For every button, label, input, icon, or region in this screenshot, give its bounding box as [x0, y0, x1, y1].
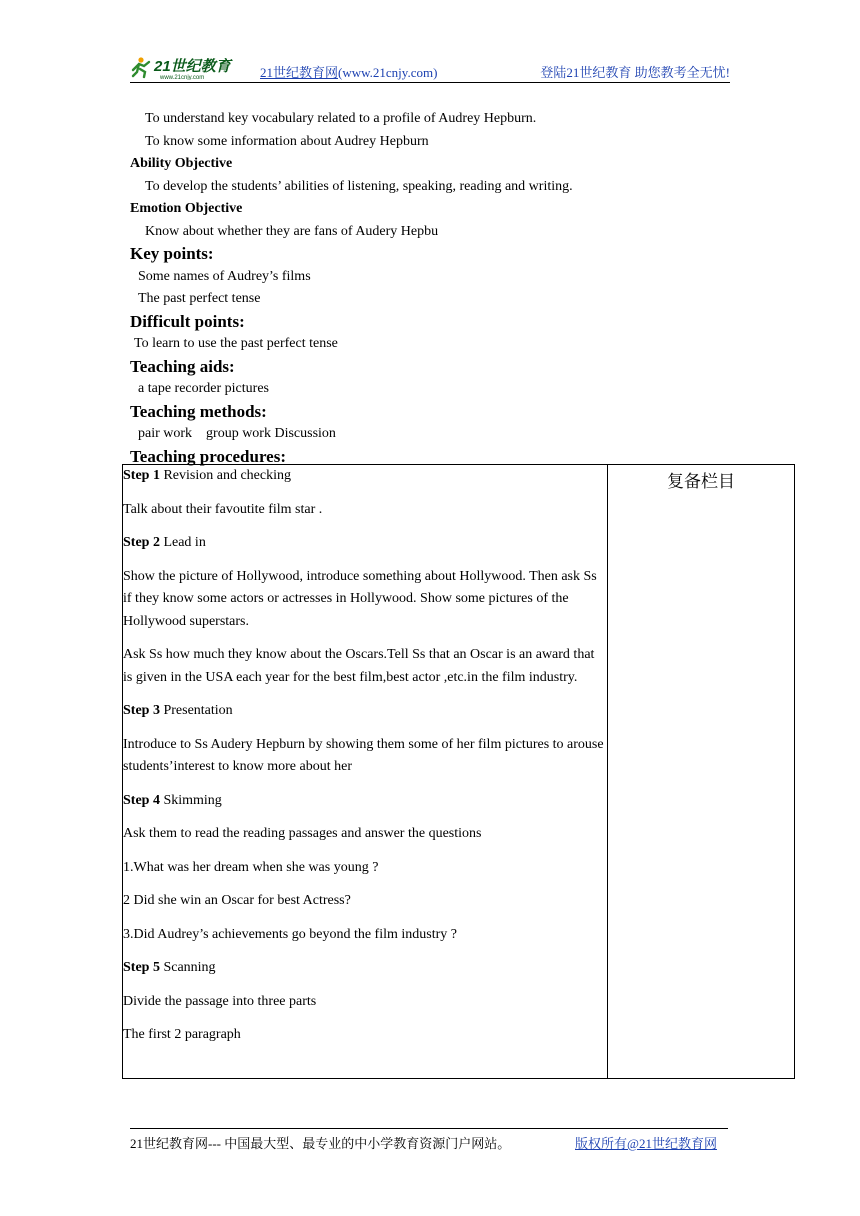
- step-4: [123, 790, 607, 813]
- step-4-text: Ask them to read the reading passages and answer the questions: [123, 826, 482, 841]
- difficult-points-text: To learn to use the past perfect tense: [134, 336, 338, 351]
- step-label: Step 4: [123, 792, 160, 808]
- review-column-title: 复备栏目: [667, 472, 735, 491]
- logo-text: 21世纪教育: [154, 58, 231, 75]
- teaching-methods-text: pair work group work Discussion: [138, 426, 336, 441]
- step-label: Step 5: [123, 960, 160, 975]
- question-1: 1.What was her dream when she was young ?: [123, 859, 379, 875]
- page-footer: [130, 1128, 728, 1153]
- site-link[interactable]: [260, 62, 437, 81]
- procedures-table: [122, 464, 795, 1079]
- step-2-text-2: Ask Ss how much they know about the Oscars.Tell Ss that an Oscar is an award that is given in the USA each year for the best film,best actor ,etc.in the film industry.: [123, 647, 595, 685]
- step-label: Step 1: [123, 468, 160, 483]
- step-5-sub: The first 2 paragraph: [123, 1027, 241, 1042]
- ability-objective-text: To develop the students’ abilities of listening, speaking, reading and writing.: [145, 178, 573, 194]
- step-title: Revision and checking: [159, 468, 291, 483]
- site-link-name[interactable]: 21世纪教育网: [260, 65, 339, 80]
- teaching-methods-heading: Teaching methods:: [130, 401, 267, 421]
- step-5-text: Divide the passage into three parts: [123, 993, 317, 1009]
- lesson-plan-body: [130, 108, 730, 468]
- step-label: Step 3: [123, 703, 160, 718]
- question-2: 2 Did she win an Oscar for best Actress?: [123, 893, 351, 908]
- objective-line-1: To understand key vocabulary related to a profile of Audrey Hepburn.: [145, 111, 537, 126]
- question-3: 3.Did Audrey’s achievements go beyond the film industry ?: [123, 926, 457, 942]
- step-3: [123, 700, 607, 723]
- site-link-url: (www.21cnjy.com): [338, 65, 438, 80]
- teaching-aids-heading: Teaching aids:: [130, 356, 235, 376]
- key-point-item: The past perfect tense: [138, 291, 261, 306]
- objective-line-2: To know some information about Audrey Hepburn: [145, 133, 429, 149]
- step-label: Step 2: [123, 535, 160, 550]
- footer-text: 21世纪教育网--- 中国最大型、最专业的中小学教育资源门户网站。: [130, 1136, 511, 1151]
- step-3-text: Introduce to Ss Audery Hepburn by showing them some of her film pictures to arouse students’interest to know more about her: [123, 736, 604, 774]
- step-5: [123, 957, 607, 980]
- procedures-main-cell: [123, 465, 608, 1079]
- teaching-aids-text: a tape recorder pictures: [138, 381, 269, 396]
- step-2-text-1: Show the picture of Hollywood, introduce something about Hollywood. Then ask Ss if they know some actors or actresses in Hollywood. Show some pictures of the Hollywood superstars.: [123, 568, 597, 629]
- step-1-text: Talk about their favoutite film star .: [123, 501, 323, 517]
- logo-runner-icon: [130, 56, 238, 80]
- difficult-points-heading: Difficult points:: [130, 311, 245, 331]
- step-title: Skimming: [159, 792, 222, 808]
- step-1: [123, 465, 607, 488]
- emotion-objective-label: Emotion Objective: [130, 201, 243, 216]
- key-point-item: Some names of Audrey’s films: [138, 268, 311, 284]
- step-title: Lead in: [159, 535, 206, 550]
- ability-objective-label: Ability Objective: [130, 156, 233, 171]
- key-points-heading: Key points:: [130, 244, 214, 263]
- teaching-procedures-heading: Teaching procedures:: [130, 446, 287, 466]
- footer-copyright-link[interactable]: 版权所有@21世纪教育网: [575, 1136, 717, 1151]
- step-2: [123, 532, 607, 555]
- page-header: [130, 56, 730, 83]
- emotion-objective-text: Know about whether they are fans of Audery Hepbu: [145, 223, 439, 239]
- logo-subtext: www.21cnjy.com: [160, 75, 205, 80]
- step-title: Scanning: [159, 960, 216, 975]
- logo[interactable]: [130, 56, 238, 80]
- step-title: Presentation: [159, 703, 233, 718]
- header-slogan: 登陆21世纪教育 助您教考全无忧!: [540, 65, 730, 80]
- review-column-cell: [608, 465, 795, 1079]
